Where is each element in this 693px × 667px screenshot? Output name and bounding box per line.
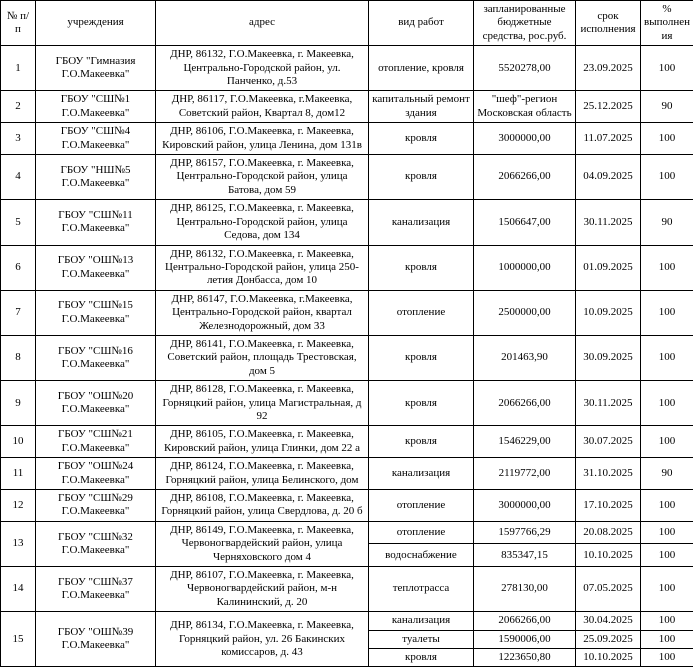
- address-cell: ДНР, 86117, Г.О.Макеевка, г.Макеевка, Советский район, Квартал 8, дом12: [156, 91, 369, 123]
- percent-cell: 100: [641, 245, 693, 290]
- percent-cell: 90: [641, 91, 693, 123]
- percent-cell: 100: [641, 567, 693, 612]
- institution-cell: ГБОУ "СШ№11 Г.О.Макеевка": [36, 200, 156, 245]
- budget-cell: "шеф"-регион Московская область: [474, 91, 576, 123]
- work-type-cell: канализация: [369, 612, 474, 630]
- table-row: [1, 200, 693, 245]
- address-cell: ДНР, 86107, Г.О.Макеевка, г. Макеевка, Червоногвардейский район, м-н Калининский, д. 20: [156, 567, 369, 612]
- deadline-cell: 30.04.2025: [576, 612, 641, 630]
- address-cell: ДНР, 86125, Г.О.Макеевка, г. Макеевка, Центрально-Городской район, улица Седова, дом 134: [156, 200, 369, 245]
- institution-cell: ГБОУ "ОШ№24 Г.О.Макеевка": [36, 458, 156, 490]
- table-row: [1, 426, 693, 458]
- work-type-cell: кровля: [369, 123, 474, 155]
- institution-cell: ГБОУ "СШ№29 Г.О.Макеевка": [36, 490, 156, 522]
- header-institution: учреждения: [36, 1, 156, 46]
- budget-cell: 1597766,29: [474, 521, 576, 544]
- address-cell: ДНР, 86105, Г.О.Макеевка, г. Макеевка, Кировский район, улица Глинки, дом 22 а: [156, 426, 369, 458]
- address-cell: ДНР, 86132, Г.О.Макеевка, г. Макеевка, Центрально-Городской район, ул. Панченко, д.53: [156, 46, 369, 91]
- address-cell: ДНР, 86147, Г.О.Макеевка, г.Макеевка, Центрально-Городской район, квартал Железнодорожный, дом 33: [156, 290, 369, 335]
- institution-cell: ГБОУ "СШ№21 Г.О.Макеевка": [36, 426, 156, 458]
- budget-cell: 1590006,00: [474, 630, 576, 648]
- work-type-cell: отопление: [369, 490, 474, 522]
- table-row: [1, 123, 693, 155]
- address-cell: ДНР, 86128, Г.О.Макеевка, г. Макеевка, Горняцкий район, улица Магистральная, д 92: [156, 381, 369, 426]
- institution-cell: ГБОУ "ОШ№39 Г.О.Макеевка": [36, 612, 156, 667]
- row-number-cell: 3: [1, 123, 36, 155]
- deadline-cell: 07.05.2025: [576, 567, 641, 612]
- address-cell: ДНР, 86149, Г.О.Макеевка, г. Макеевка, Червоногвардейский район, улица Черняховского дом 4: [156, 521, 369, 566]
- institution-cell: ГБОУ "СШ№32 Г.О.Макеевка": [36, 521, 156, 566]
- deadline-cell: 23.09.2025: [576, 46, 641, 91]
- row-number-cell: 13: [1, 521, 36, 566]
- work-type-cell: теплотрасса: [369, 567, 474, 612]
- row-number-cell: 14: [1, 567, 36, 612]
- header-num: № п/п: [1, 1, 36, 46]
- address-cell: ДНР, 86132, Г.О.Макеевка, г. Макеевка, Центрально-Городской район, улица 250-летия Донбасса, дом 10: [156, 245, 369, 290]
- deadline-cell: 31.10.2025: [576, 458, 641, 490]
- row-number-cell: 6: [1, 245, 36, 290]
- budget-cell: 2500000,00: [474, 290, 576, 335]
- budget-cell: 835347,15: [474, 544, 576, 567]
- percent-cell: 90: [641, 458, 693, 490]
- row-number-cell: 8: [1, 335, 36, 380]
- institution-cell: ГБОУ "СШ№37 Г.О.Макеевка": [36, 567, 156, 612]
- percent-cell: 100: [641, 335, 693, 380]
- row-number-cell: 2: [1, 91, 36, 123]
- percent-cell: 100: [641, 123, 693, 155]
- percent-cell: 100: [641, 490, 693, 522]
- header-row: [1, 1, 693, 46]
- budget-cell: 2119772,00: [474, 458, 576, 490]
- budget-cell: 5520278,00: [474, 46, 576, 91]
- percent-cell: 100: [641, 521, 693, 544]
- deadline-cell: 30.07.2025: [576, 426, 641, 458]
- address-cell: ДНР, 86134, Г.О.Макеевка, г. Макеевка, Горняцкий район, ул. 26 Бакинских комиссаров, д. 43: [156, 612, 369, 667]
- percent-cell: 100: [641, 381, 693, 426]
- table-row: [1, 381, 693, 426]
- institution-cell: ГБОУ "ОШ№20 Г.О.Макеевка": [36, 381, 156, 426]
- table-body: [1, 46, 693, 667]
- budget-cell: 1223650,80: [474, 649, 576, 667]
- table-row: [1, 458, 693, 490]
- table-row: [1, 46, 693, 91]
- deadline-cell: 01.09.2025: [576, 245, 641, 290]
- work-type-cell: канализация: [369, 458, 474, 490]
- table-row: [1, 612, 693, 630]
- row-number-cell: 5: [1, 200, 36, 245]
- institution-cell: ГБОУ "НШ№5 Г.О.Макеевка": [36, 155, 156, 200]
- table-row: [1, 521, 693, 544]
- work-type-cell: отопление: [369, 521, 474, 544]
- row-number-cell: 10: [1, 426, 36, 458]
- work-type-cell: кровля: [369, 649, 474, 667]
- header-deadline: срок исполнения: [576, 1, 641, 46]
- deadline-cell: 10.10.2025: [576, 649, 641, 667]
- percent-cell: 100: [641, 426, 693, 458]
- row-number-cell: 15: [1, 612, 36, 667]
- row-number-cell: 12: [1, 490, 36, 522]
- address-cell: ДНР, 86106, Г.О.Макеевка, г. Макеевка, Кировский район, улица Ленина, дом 131в: [156, 123, 369, 155]
- deadline-cell: 04.09.2025: [576, 155, 641, 200]
- percent-cell: 100: [641, 46, 693, 91]
- address-cell: ДНР, 86108, Г.О.Макеевка, г. Макеевка, Горняцкий район, улица Свердлова, д. 20 б: [156, 490, 369, 522]
- work-type-cell: капитальный ремонт здания: [369, 91, 474, 123]
- work-type-cell: кровля: [369, 381, 474, 426]
- budget-cell: 2066266,00: [474, 381, 576, 426]
- institution-cell: ГБОУ "ОШ№13 Г.О.Макеевка": [36, 245, 156, 290]
- budget-cell: 2066266,00: [474, 612, 576, 630]
- budget-cell: 1000000,00: [474, 245, 576, 290]
- institution-cell: ГБОУ "СШ№15 Г.О.Макеевка": [36, 290, 156, 335]
- percent-cell: 100: [641, 630, 693, 648]
- deadline-cell: 25.12.2025: [576, 91, 641, 123]
- deadline-cell: 17.10.2025: [576, 490, 641, 522]
- budget-cell: 2066266,00: [474, 155, 576, 200]
- header-percent: % выполнения: [641, 1, 693, 46]
- institution-cell: ГБОУ "СШ№4 Г.О.Макеевка": [36, 123, 156, 155]
- table-row: [1, 567, 693, 612]
- deadline-cell: 11.07.2025: [576, 123, 641, 155]
- budget-cell: 3000000,00: [474, 490, 576, 522]
- work-type-cell: отопление, кровля: [369, 46, 474, 91]
- table-row: [1, 335, 693, 380]
- row-number-cell: 1: [1, 46, 36, 91]
- work-type-cell: кровля: [369, 245, 474, 290]
- row-number-cell: 11: [1, 458, 36, 490]
- budget-cell: 201463,90: [474, 335, 576, 380]
- address-cell: ДНР, 86124, Г.О.Макеевка, г. Макеевка, Горняцкий район, улица Белинского, дом: [156, 458, 369, 490]
- percent-cell: 100: [641, 649, 693, 667]
- deadline-cell: 20.08.2025: [576, 521, 641, 544]
- work-type-cell: кровля: [369, 426, 474, 458]
- percent-cell: 100: [641, 290, 693, 335]
- budget-cell: 1546229,00: [474, 426, 576, 458]
- table-row: [1, 91, 693, 123]
- budget-cell: 1506647,00: [474, 200, 576, 245]
- table-row: [1, 245, 693, 290]
- deadline-cell: 10.10.2025: [576, 544, 641, 567]
- header-address: адрес: [156, 1, 369, 46]
- work-type-cell: туалеты: [369, 630, 474, 648]
- header-budget: запланированные бюджетные средства, рос.руб.: [474, 1, 576, 46]
- institution-cell: ГБОУ "СШ№16 Г.О.Макеевка": [36, 335, 156, 380]
- deadline-cell: 10.09.2025: [576, 290, 641, 335]
- table-row: [1, 490, 693, 522]
- deadline-cell: 25.09.2025: [576, 630, 641, 648]
- percent-cell: 100: [641, 155, 693, 200]
- deadline-cell: 30.09.2025: [576, 335, 641, 380]
- percent-cell: 100: [641, 544, 693, 567]
- row-number-cell: 7: [1, 290, 36, 335]
- work-type-cell: кровля: [369, 155, 474, 200]
- deadline-cell: 30.11.2025: [576, 200, 641, 245]
- address-cell: ДНР, 86157, Г.О.Макеевка, г. Макеевка, Центрально-Городской район, улица Батова, дом 59: [156, 155, 369, 200]
- work-type-cell: кровля: [369, 335, 474, 380]
- table-row: [1, 155, 693, 200]
- header-work-type: вид работ: [369, 1, 474, 46]
- row-number-cell: 9: [1, 381, 36, 426]
- address-cell: ДНР, 86141, Г.О.Макеевка, г. Макеевка, Советский район, площадь Трестовская, дом 5: [156, 335, 369, 380]
- work-type-cell: отопление: [369, 290, 474, 335]
- percent-cell: 100: [641, 612, 693, 630]
- row-number-cell: 4: [1, 155, 36, 200]
- deadline-cell: 30.11.2025: [576, 381, 641, 426]
- budget-cell: 278130,00: [474, 567, 576, 612]
- budget-cell: 3000000,00: [474, 123, 576, 155]
- institution-cell: ГБОУ "Гимназия Г.О.Макеевка": [36, 46, 156, 91]
- table-row: [1, 290, 693, 335]
- percent-cell: 90: [641, 200, 693, 245]
- work-type-cell: водоснабжение: [369, 544, 474, 567]
- institution-cell: ГБОУ "СШ№1 Г.О.Макеевка": [36, 91, 156, 123]
- work-type-cell: канализация: [369, 200, 474, 245]
